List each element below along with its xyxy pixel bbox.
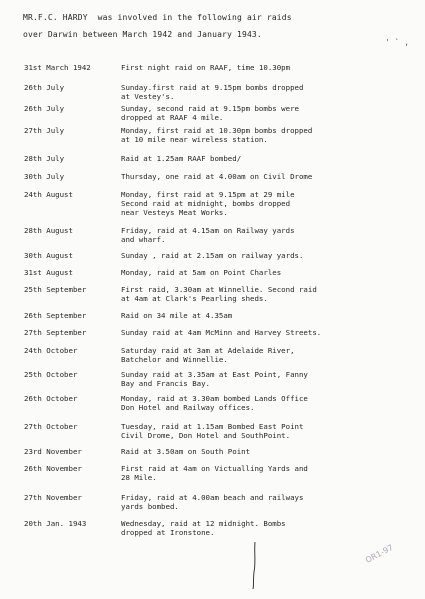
raid-description: First raid at 4am on Victualling Yards and 28 Mile. — [121, 464, 308, 483]
header-line-1: MR.F.C. HARDY was involved in the following air raids — [23, 13, 292, 22]
raid-date: 27th November — [24, 493, 82, 502]
raid-description: Friday, raid at 4.15am on Railway yards and wharf. — [121, 226, 295, 245]
raid-description: Saturday raid at 3am at Adelaide River, Batchelor and Winnellie. — [121, 346, 295, 365]
raid-date: 25th September — [24, 285, 87, 294]
raid-description: Raid at 3.50am on South Point — [121, 447, 251, 456]
raid-date: 28th July — [24, 154, 65, 163]
raid-date: 30th July — [24, 172, 65, 181]
raid-description: Sunday, second raid at 9.15pm bombs were dropped at RAAF 4 mile. — [121, 104, 299, 123]
raid-description: Sunday raid at 3.35am at East Point, Fanny Bay and Francis Bay. — [121, 370, 308, 389]
raid-description: Thursday, one raid at 4.00am on Civil Drome — [121, 172, 313, 181]
corner-marks: ' ` , — [385, 38, 410, 47]
raid-date: 20th Jan. 1943 — [24, 519, 87, 528]
raid-date: 26th July — [24, 104, 65, 113]
raid-description: Tuesday, raid at 1.15am Bombed East Point Civil Drome, Don Hotel and SouthPoint. — [121, 422, 304, 441]
raid-description: Monday, first raid at 9.15pm at 29 mile Second raid at midnight, bombs dropped near Vesteys Meat Works. — [121, 190, 295, 218]
raid-description: Sunday raid at 4am McMinn and Harvey Streets. — [121, 328, 322, 337]
raid-date: 28th August — [24, 226, 73, 235]
raid-description: Monday, raid at 3.30am bombed Lands Office Don Hotel and Railway offices. — [121, 394, 308, 413]
raid-date: 27th July — [24, 126, 65, 135]
raid-date: 26th October — [24, 394, 78, 403]
raid-description: Sunday , raid at 2.15am on railway yards. — [121, 251, 304, 260]
raid-date: 24th October — [24, 346, 78, 355]
raid-description: Raid at 1.25am RAAF bombed/ — [121, 154, 242, 163]
raid-description: Sunday.first raid at 9.15pm bombs dropped at Vestey's. — [121, 83, 304, 102]
raid-date: 30th August — [24, 251, 73, 260]
raid-date: 26th September — [24, 311, 87, 320]
raid-description: Wednesday, raid at 12 midnight. Bombs dropped at Ironstone. — [121, 519, 286, 538]
raid-date: 31st March 1942 — [24, 63, 91, 72]
raid-description: Monday, raid at 5am on Point Charles — [121, 268, 282, 277]
raid-date: 31st August — [24, 268, 73, 277]
raid-date: 23rd November — [24, 447, 82, 456]
archive-stamp: OR1-97 — [364, 542, 395, 565]
pen-stroke-mark — [245, 540, 265, 590]
raid-description: First night raid on RAAF, time 10.30pm — [121, 63, 291, 72]
raid-date: 26th November — [24, 464, 82, 473]
raid-date: 24th August — [24, 190, 73, 199]
raid-date: 25th October — [24, 370, 78, 379]
raid-date: 27th October — [24, 422, 78, 431]
raid-date: 26th July — [24, 83, 65, 92]
header-line-2: over Darwin between March 1942 and January 1943. — [23, 30, 262, 39]
raid-description: Monday, first raid at 10.30pm bombs dropped at 10 mile near wireless station. — [121, 126, 313, 145]
raid-description: Raid on 34 mile at 4.35am — [121, 311, 233, 320]
raid-date: 27th September — [24, 328, 87, 337]
raid-description: First raid, 3.30am at Winnellie. Second raid at 4am at Clark's Pearling sheds. — [121, 285, 317, 304]
raid-description: Friday, raid at 4.00am beach and railways yards bombed. — [121, 493, 304, 512]
